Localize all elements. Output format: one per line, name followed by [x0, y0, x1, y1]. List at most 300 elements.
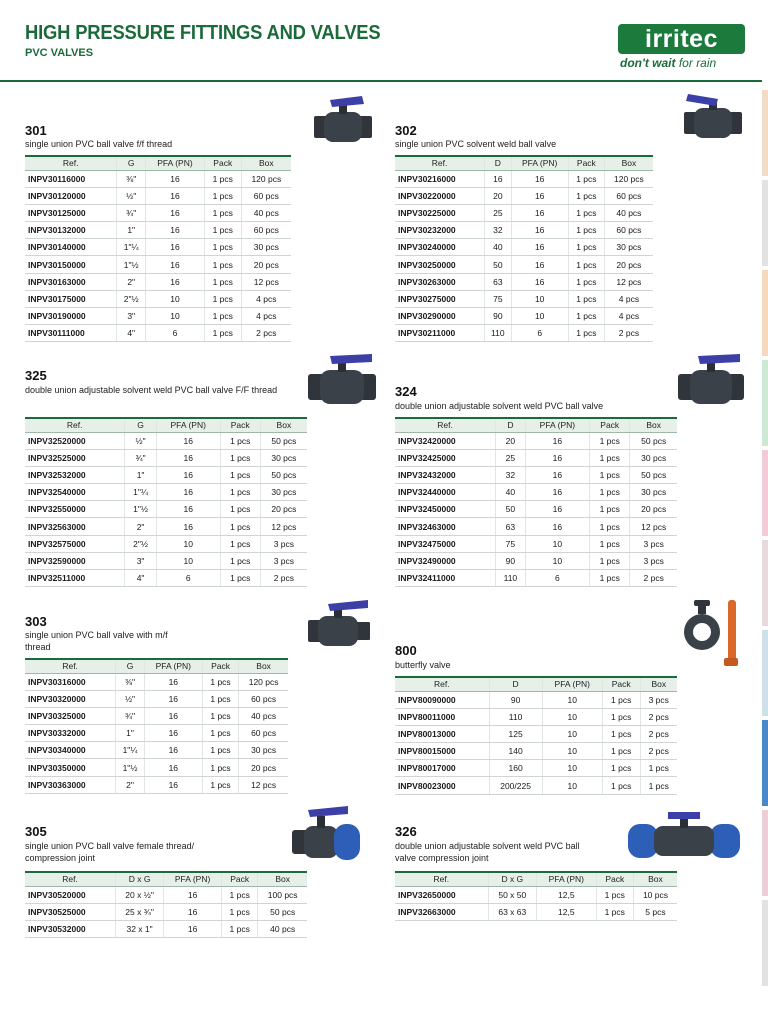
- table-cell: 16: [146, 170, 205, 187]
- table-cell: 6: [525, 570, 589, 587]
- table-cell: 1 pcs: [568, 256, 604, 273]
- table-cell: 60 pcs: [604, 222, 653, 239]
- table-cell: 110: [485, 325, 511, 342]
- table-cell: 6: [146, 325, 205, 342]
- table-row: [25, 518, 307, 535]
- table-cell: 10: [542, 708, 602, 725]
- table-cell: 2": [116, 776, 145, 793]
- table-row: [25, 776, 288, 793]
- double-union-valve-image: [308, 352, 376, 410]
- table-cell: 3 pcs: [260, 535, 307, 552]
- table-cell: 2 pcs: [604, 325, 653, 342]
- ref-cell: INPV30525000: [25, 903, 116, 920]
- ref-cell: INPV30150000: [25, 256, 117, 273]
- ref-cell: INPV32563000: [25, 518, 125, 535]
- ref-cell: INPV30320000: [25, 690, 116, 707]
- table-row: [25, 903, 307, 920]
- column-header: Box: [239, 659, 288, 673]
- table-cell: 110: [496, 570, 526, 587]
- table-cell: 1 pcs: [202, 759, 238, 776]
- ref-cell: INPV30116000: [25, 170, 117, 187]
- table-cell: 1 pcs: [204, 325, 241, 342]
- table-cell: 5 pcs: [633, 903, 677, 920]
- column-header: PFA (PN): [156, 418, 220, 432]
- table-cell: 20 pcs: [604, 256, 653, 273]
- table-cell: 1 pcs: [220, 535, 260, 552]
- ref-cell: INPV30190000: [25, 308, 117, 325]
- side-tab: [762, 360, 768, 446]
- table-header-row: [395, 677, 677, 691]
- ref-cell: INPV32550000: [25, 501, 125, 518]
- table-row: [25, 325, 291, 342]
- table-row: [25, 308, 291, 325]
- table-cell: 200/225: [489, 777, 542, 794]
- ref-cell: INPV80015000: [395, 743, 489, 760]
- table-row: [25, 484, 307, 501]
- table-cell: 1": [125, 466, 156, 483]
- side-tab: [762, 270, 768, 356]
- table-row: [25, 920, 307, 937]
- section-description: single union PVC ball valve f/f thread: [25, 139, 173, 149]
- table-cell: 60 pcs: [604, 187, 653, 204]
- table-cell: 6: [156, 570, 220, 587]
- table-cell: 4": [125, 570, 156, 587]
- header-divider: [0, 80, 762, 82]
- table-cell: 30 pcs: [630, 484, 677, 501]
- table-row: [395, 222, 653, 239]
- table-cell: 50: [496, 501, 526, 518]
- table-cell: 10: [542, 760, 602, 777]
- table-cell: 1 pcs: [204, 256, 241, 273]
- table-cell: 1": [116, 725, 145, 742]
- side-tab: [762, 810, 768, 896]
- table-cell: 10: [146, 308, 205, 325]
- table-cell: 16: [511, 170, 568, 187]
- table-row: [395, 308, 653, 325]
- table-cell: 12,5: [537, 886, 597, 903]
- table-cell: 40 pcs: [241, 204, 291, 221]
- table-cell: 10: [525, 552, 589, 569]
- table-row: [25, 673, 288, 690]
- table-cell: 12 pcs: [260, 518, 307, 535]
- table-cell: 16: [525, 501, 589, 518]
- table-cell: 1 pcs: [568, 273, 604, 290]
- table-header-row: [25, 872, 307, 886]
- table-cell: 20 pcs: [630, 501, 677, 518]
- table-row: [25, 222, 291, 239]
- table-cell: 1 pcs: [640, 760, 677, 777]
- side-tab: [762, 540, 768, 626]
- table-cell: 1 pcs: [220, 466, 260, 483]
- table-cell: 1"¼: [116, 742, 145, 759]
- table-cell: 16: [511, 222, 568, 239]
- table-row: [395, 170, 653, 187]
- table-cell: 1 pcs: [590, 535, 630, 552]
- side-tab: [762, 900, 768, 986]
- table-cell: 32: [485, 222, 511, 239]
- column-header: PFA (PN): [146, 156, 205, 170]
- table-cell: 4": [117, 325, 146, 342]
- table-cell: 60 pcs: [239, 690, 288, 707]
- table-row: [25, 449, 307, 466]
- ref-cell: INPV32520000: [25, 432, 125, 449]
- column-header: Pack: [202, 659, 238, 673]
- table-cell: 30 pcs: [260, 484, 307, 501]
- section-description: double union adjustable solvent weld PVC ball valve compression joint: [395, 841, 580, 863]
- table-cell: 3 pcs: [630, 552, 677, 569]
- table-row: [395, 290, 653, 307]
- table-cell: 50 x 50: [488, 886, 536, 903]
- table-row: [395, 325, 653, 342]
- table-row: [25, 690, 288, 707]
- table-cell: ½": [117, 187, 146, 204]
- column-header: Pack: [596, 872, 633, 886]
- table-cell: 25: [485, 204, 511, 221]
- ref-cell: INPV32463000: [395, 518, 496, 535]
- table-cell: 16: [144, 759, 202, 776]
- table-cell: 90: [485, 308, 511, 325]
- table-cell: 1"¼: [125, 484, 156, 501]
- table-cell: 4 pcs: [241, 308, 291, 325]
- table-cell: ⅜": [116, 673, 145, 690]
- tagline-bold: don't wait: [620, 56, 676, 70]
- table-cell: 2 pcs: [241, 325, 291, 342]
- table-cell: 1 pcs: [204, 187, 241, 204]
- section-number: 305: [25, 824, 47, 839]
- table-row: [395, 903, 677, 920]
- column-header: D: [496, 418, 526, 432]
- table-cell: ¾": [117, 204, 146, 221]
- table-cell: 1 pcs: [640, 777, 677, 794]
- table-cell: 2 pcs: [260, 570, 307, 587]
- table-cell: 30 pcs: [630, 449, 677, 466]
- table-cell: 1"½: [117, 256, 146, 273]
- column-header: PFA (PN): [144, 659, 202, 673]
- column-header: D x G: [488, 872, 536, 886]
- column-header: Ref.: [395, 872, 488, 886]
- table-cell: 16: [146, 222, 205, 239]
- column-header: Ref.: [25, 659, 116, 673]
- table-row: [25, 552, 307, 569]
- spec-table-302: [395, 155, 653, 342]
- table-cell: 30 pcs: [241, 239, 291, 256]
- table-cell: 3 pcs: [640, 691, 677, 708]
- table-cell: 1 pcs: [202, 776, 238, 793]
- table-row: [395, 466, 677, 483]
- section-number: 324: [395, 384, 417, 399]
- table-row: [395, 239, 653, 256]
- table-cell: 25 x ¾": [116, 903, 164, 920]
- table-header-row: [25, 418, 307, 432]
- table-cell: ¾": [116, 707, 145, 724]
- column-header: Pack: [222, 872, 258, 886]
- ball-valve-image: [312, 94, 374, 150]
- table-cell: 1 pcs: [220, 484, 260, 501]
- table-cell: 2"½: [125, 535, 156, 552]
- column-header: Ref.: [395, 418, 496, 432]
- table-cell: 1 pcs: [602, 691, 640, 708]
- table-cell: 2 pcs: [640, 725, 677, 742]
- brand-tagline: [620, 56, 716, 70]
- table-cell: 16: [525, 432, 589, 449]
- table-row: [25, 570, 307, 587]
- table-cell: 1 pcs: [204, 290, 241, 307]
- table-row: [395, 204, 653, 221]
- table-cell: 2": [117, 273, 146, 290]
- spec-table-800: [395, 676, 677, 795]
- ball-valve-image: [306, 598, 372, 654]
- table-row: [395, 708, 677, 725]
- table-cell: 4 pcs: [604, 290, 653, 307]
- table-cell: 1 pcs: [568, 222, 604, 239]
- table-cell: 75: [496, 535, 526, 552]
- table-cell: 1 pcs: [602, 777, 640, 794]
- section-number: 301: [25, 123, 47, 138]
- side-tab: [762, 450, 768, 536]
- table-cell: 140: [489, 743, 542, 760]
- ref-cell: INPV30220000: [395, 187, 485, 204]
- table-cell: 1 pcs: [602, 760, 640, 777]
- ref-cell: INPV32663000: [395, 903, 488, 920]
- section-description: butterfly valve: [395, 660, 451, 670]
- table-cell: 1 pcs: [204, 204, 241, 221]
- column-header: Ref.: [25, 418, 125, 432]
- table-row: [25, 501, 307, 518]
- table-row: [395, 273, 653, 290]
- table-header-row: [25, 659, 288, 673]
- table-cell: ¾": [125, 449, 156, 466]
- table-cell: 40: [485, 239, 511, 256]
- column-header: Box: [241, 156, 291, 170]
- table-row: [25, 725, 288, 742]
- table-cell: 16: [525, 466, 589, 483]
- table-cell: 2 pcs: [640, 708, 677, 725]
- table-cell: 1 pcs: [204, 239, 241, 256]
- table-cell: 110: [489, 708, 542, 725]
- table-cell: 12 pcs: [630, 518, 677, 535]
- table-cell: 12,5: [537, 903, 597, 920]
- table-cell: 1 pcs: [202, 707, 238, 724]
- table-row: [395, 570, 677, 587]
- table-cell: 16: [485, 170, 511, 187]
- table-cell: 1"¼: [117, 239, 146, 256]
- column-header: Box: [633, 872, 677, 886]
- column-header: Box: [260, 418, 307, 432]
- table-cell: 16: [144, 690, 202, 707]
- ref-cell: INPV80023000: [395, 777, 489, 794]
- ref-cell: INPV32475000: [395, 535, 496, 552]
- section-description: single union PVC ball valve female thread/ compression joint: [25, 841, 195, 863]
- ref-cell: INPV30140000: [25, 239, 117, 256]
- ref-cell: INPV30290000: [395, 308, 485, 325]
- table-cell: 30 pcs: [239, 742, 288, 759]
- table-cell: 16: [156, 484, 220, 501]
- butterfly-valve-image: [680, 598, 750, 670]
- table-row: [25, 170, 291, 187]
- table-cell: 2 pcs: [630, 570, 677, 587]
- table-cell: 16: [156, 518, 220, 535]
- table-cell: 4 pcs: [241, 290, 291, 307]
- column-header: PFA (PN): [164, 872, 222, 886]
- table-cell: 1 pcs: [568, 239, 604, 256]
- table-cell: 40 pcs: [604, 204, 653, 221]
- table-header-row: [25, 156, 291, 170]
- section-description: single union PVC ball valve with m/f thread: [25, 630, 168, 652]
- table-cell: 10: [542, 691, 602, 708]
- table-cell: 16: [525, 518, 589, 535]
- ref-cell: INPV30132000: [25, 222, 117, 239]
- table-cell: 1 pcs: [220, 432, 260, 449]
- ref-cell: INPV30125000: [25, 204, 117, 221]
- table-cell: 16: [144, 725, 202, 742]
- table-cell: 1 pcs: [596, 886, 633, 903]
- table-row: [395, 432, 677, 449]
- column-header: Pack: [602, 677, 640, 691]
- section-number: 326: [395, 824, 417, 839]
- table-cell: 16: [164, 903, 222, 920]
- table-cell: 1 pcs: [222, 886, 258, 903]
- spec-table-301: [25, 155, 291, 342]
- ref-cell: INPV32525000: [25, 449, 125, 466]
- table-row: [395, 886, 677, 903]
- table-cell: 1 pcs: [596, 903, 633, 920]
- table-row: [395, 725, 677, 742]
- page-subtitle: PVC VALVES: [25, 47, 94, 59]
- table-row: [395, 777, 677, 794]
- table-row: [25, 466, 307, 483]
- column-header: G: [125, 418, 156, 432]
- column-header: Ref.: [395, 677, 489, 691]
- section-number: 325: [25, 368, 47, 383]
- table-cell: 75: [485, 290, 511, 307]
- table-cell: 16: [146, 204, 205, 221]
- column-header: Ref.: [395, 156, 485, 170]
- table-cell: 1 pcs: [204, 170, 241, 187]
- table-cell: 10: [542, 725, 602, 742]
- table-row: [25, 256, 291, 273]
- section-number: 303: [25, 614, 47, 629]
- table-cell: 16: [156, 432, 220, 449]
- table-cell: 32 x 1": [116, 920, 164, 937]
- table-cell: 1 pcs: [202, 690, 238, 707]
- table-cell: 1": [117, 222, 146, 239]
- compression-valve-image: [290, 804, 362, 866]
- column-header: PFA (PN): [525, 418, 589, 432]
- table-cell: 12 pcs: [239, 776, 288, 793]
- table-cell: 1 pcs: [568, 325, 604, 342]
- table-cell: 10: [542, 777, 602, 794]
- ref-cell: INPV30363000: [25, 776, 116, 793]
- table-cell: 40 pcs: [258, 920, 307, 937]
- spec-table-305: [25, 871, 307, 938]
- table-cell: 10: [525, 535, 589, 552]
- table-row: [395, 535, 677, 552]
- ref-cell: INPV30120000: [25, 187, 117, 204]
- table-cell: 12 pcs: [241, 273, 291, 290]
- tagline-rest: for rain: [675, 56, 717, 70]
- ref-cell: INPV30263000: [395, 273, 485, 290]
- column-header: PFA (PN): [537, 872, 597, 886]
- table-cell: 32: [496, 466, 526, 483]
- table-cell: 1 pcs: [568, 308, 604, 325]
- column-header: Pack: [220, 418, 260, 432]
- table-row: [25, 742, 288, 759]
- table-cell: 1 pcs: [590, 449, 630, 466]
- ref-cell: INPV30111000: [25, 325, 117, 342]
- table-cell: 1 pcs: [202, 725, 238, 742]
- ref-cell: INPV30332000: [25, 725, 116, 742]
- table-cell: 6: [511, 325, 568, 342]
- table-cell: 16: [164, 886, 222, 903]
- table-cell: 63 x 63: [488, 903, 536, 920]
- table-row: [395, 518, 677, 535]
- ref-cell: INPV32575000: [25, 535, 125, 552]
- spec-table-325: [25, 417, 307, 587]
- table-cell: 16: [146, 256, 205, 273]
- table-cell: 20: [485, 187, 511, 204]
- column-header: Pack: [590, 418, 630, 432]
- table-cell: 1 pcs: [602, 708, 640, 725]
- brand-logo: irritec: [618, 24, 745, 54]
- table-cell: 50 pcs: [258, 903, 307, 920]
- ref-cell: INPV30211000: [395, 325, 485, 342]
- table-cell: 3 pcs: [630, 535, 677, 552]
- table-cell: 16: [144, 707, 202, 724]
- column-header: Box: [604, 156, 653, 170]
- table-cell: 50 pcs: [260, 466, 307, 483]
- ref-cell: INPV30340000: [25, 742, 116, 759]
- column-header: Box: [630, 418, 677, 432]
- table-cell: 1 pcs: [602, 725, 640, 742]
- table-row: [25, 886, 307, 903]
- column-header: PFA (PN): [542, 677, 602, 691]
- table-cell: 16: [146, 273, 205, 290]
- table-row: [395, 484, 677, 501]
- table-cell: 1"½: [116, 759, 145, 776]
- ref-cell: INPV30216000: [395, 170, 485, 187]
- table-cell: 63: [485, 273, 511, 290]
- spec-table-324: [395, 417, 677, 587]
- table-cell: 60 pcs: [241, 187, 291, 204]
- side-tab: [762, 180, 768, 266]
- ref-cell: INPV80017000: [395, 760, 489, 777]
- ref-cell: INPV30325000: [25, 707, 116, 724]
- table-cell: 16: [156, 449, 220, 466]
- ball-valve-image: [682, 90, 744, 146]
- table-cell: 1 pcs: [204, 222, 241, 239]
- table-cell: 1 pcs: [590, 432, 630, 449]
- ref-cell: INPV32420000: [395, 432, 496, 449]
- table-row: [25, 290, 291, 307]
- page-title: HIGH PRESSURE FITTINGS AND VALVES: [25, 22, 381, 44]
- ref-cell: INPV30225000: [395, 204, 485, 221]
- table-cell: 2"½: [117, 290, 146, 307]
- table-cell: 50 pcs: [630, 432, 677, 449]
- table-cell: 16: [144, 742, 202, 759]
- table-cell: 1 pcs: [220, 501, 260, 518]
- table-cell: ⅜": [117, 170, 146, 187]
- table-cell: 10 pcs: [633, 886, 677, 903]
- ref-cell: INPV32432000: [395, 466, 496, 483]
- table-cell: 30 pcs: [260, 449, 307, 466]
- column-header: D: [489, 677, 542, 691]
- table-cell: 1 pcs: [568, 170, 604, 187]
- table-cell: 160: [489, 760, 542, 777]
- table-cell: 12 pcs: [604, 273, 653, 290]
- table-row: [395, 501, 677, 518]
- table-row: [395, 691, 677, 708]
- table-cell: 50 pcs: [260, 432, 307, 449]
